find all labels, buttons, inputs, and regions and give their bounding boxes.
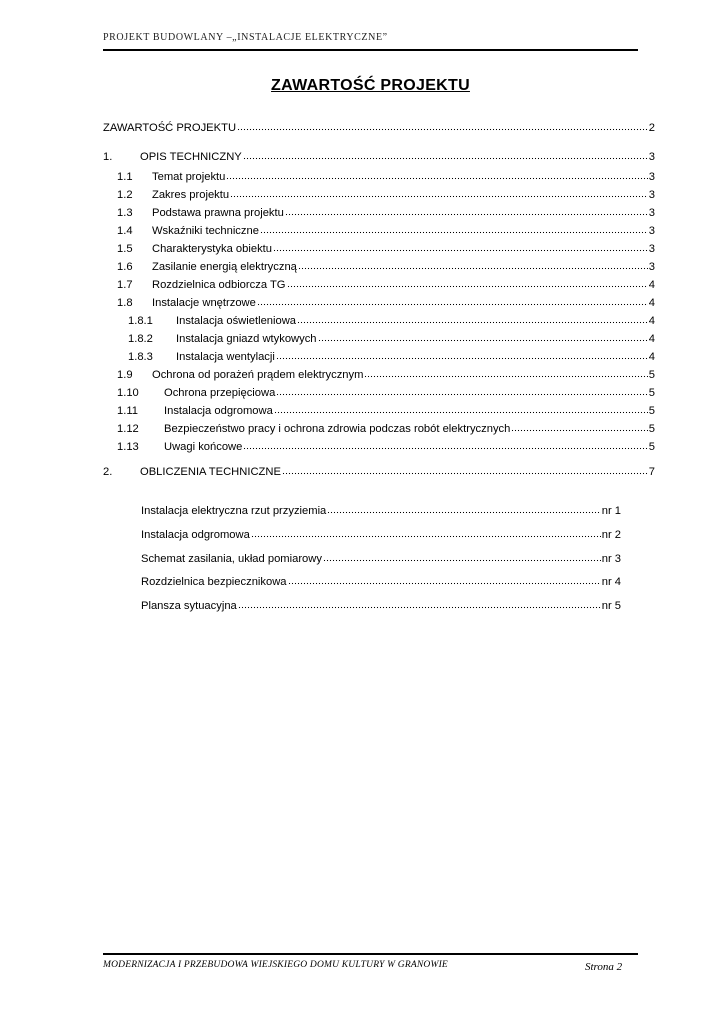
toc-entry: [117, 364, 655, 380]
toc-number: 1.7: [117, 279, 133, 291]
dot-leader: [251, 524, 601, 538]
toc-number: 1.1: [117, 171, 133, 183]
toc-entry: [128, 328, 655, 344]
toc-number: 1.9: [117, 369, 133, 381]
dot-leader: [243, 436, 647, 450]
dot-leader: [274, 400, 648, 414]
drawing-entry: [141, 595, 621, 611]
toc-entry: [117, 256, 655, 272]
page-header: PROJEKT BUDOWLANY –„INSTALACJE ELEKTRYCZNE”: [103, 32, 388, 43]
toc-entry: [103, 461, 655, 477]
toc-entry: [117, 400, 655, 416]
toc-entry: [117, 382, 655, 398]
toc-entry: [117, 166, 655, 182]
dot-leader: [257, 292, 648, 306]
toc-label: OBLICZENIA TECHNICZNE: [140, 466, 281, 478]
dot-leader: [287, 274, 648, 288]
toc-label: Ochrona od porażeń prądem elektrycznym: [152, 369, 364, 381]
toc-page: 5: [648, 423, 655, 435]
dot-leader: [238, 595, 601, 609]
toc-page: 4: [648, 351, 655, 363]
dot-leader: [318, 328, 648, 342]
toc-number: 1.10: [117, 387, 139, 399]
toc-label: Uwagi końcowe: [164, 441, 243, 453]
footer-divider: [103, 953, 638, 955]
dot-leader: [323, 548, 601, 562]
drawing-page: nr 1: [601, 505, 621, 517]
toc-entry: [117, 184, 655, 200]
toc-page: 2: [648, 122, 655, 134]
toc-page: 7: [648, 466, 655, 478]
toc-page: 3: [648, 207, 655, 219]
toc-number: 1.4: [117, 225, 133, 237]
toc-number: 1.6: [117, 261, 133, 273]
drawing-page: nr 4: [601, 576, 621, 588]
toc-number: 1.8.2: [128, 333, 153, 345]
toc-number: 1.3: [117, 207, 133, 219]
toc-page: 5: [648, 405, 655, 417]
dot-leader: [273, 238, 648, 252]
drawing-label: Instalacja odgromowa: [141, 529, 250, 541]
toc-number: 1.13: [117, 441, 139, 453]
drawing-label: Schemat zasilania, układ pomiarowy: [141, 553, 322, 565]
toc-page: 3: [648, 225, 655, 237]
toc-label: Zakres projektu: [152, 189, 230, 201]
dot-leader: [276, 382, 647, 396]
toc-label: OPIS TECHNICZNY: [140, 151, 242, 163]
drawing-entry: [141, 524, 621, 540]
toc-entry: [128, 310, 655, 326]
toc-page: 4: [648, 279, 655, 291]
toc-number: 1.: [103, 151, 113, 163]
toc-label: Ochrona przepięciowa: [164, 387, 276, 399]
toc-page: 4: [648, 297, 655, 309]
toc-number: 2.: [103, 466, 113, 478]
toc-label: Bezpieczeństwo pracy i ochrona zdrowia podczas robót elektrycznych: [164, 423, 511, 435]
toc-page: 3: [648, 189, 655, 201]
toc-page: 5: [648, 369, 655, 381]
drawing-page: nr 2: [601, 529, 621, 541]
dot-leader: [243, 146, 648, 160]
dot-leader: [226, 166, 647, 180]
drawing-page: nr 3: [601, 553, 621, 565]
drawing-page: nr 5: [601, 600, 621, 612]
dot-leader: [285, 202, 648, 216]
footer-project-name: MODERNIZACJA I PRZEBUDOWA WIEJSKIEGO DOMU KULTURY W GRANOWIE: [103, 960, 448, 970]
toc-page: 3: [648, 151, 655, 163]
toc-label: Temat projektu: [152, 171, 226, 183]
toc-label: Instalacje wnętrzowe: [152, 297, 256, 309]
toc-entry: [117, 274, 655, 290]
toc-entry: [117, 238, 655, 254]
dot-leader: [327, 500, 600, 514]
page-title: ZAWARTOŚĆ PROJEKTU: [271, 77, 470, 94]
toc-label: Podstawa prawna projektu: [152, 207, 284, 219]
drawing-label: Rozdzielnica bezpiecznikowa: [141, 576, 287, 588]
toc-entry: [117, 220, 655, 236]
toc-label: Rozdzielnica odbiorcza TG: [152, 279, 286, 291]
dot-leader: [511, 418, 647, 432]
toc-number: 1.8.3: [128, 351, 153, 363]
drawing-entry: [141, 500, 621, 516]
dot-leader: [260, 220, 648, 234]
footer-page-number: Strona 2: [585, 961, 623, 973]
toc-number: 1.2: [117, 189, 133, 201]
drawing-label: Plansza sytuacyjna: [141, 600, 237, 612]
toc-page: 3: [648, 243, 655, 255]
toc-entry: [117, 292, 655, 308]
toc-label: Instalacja oświetleniowa: [176, 315, 297, 327]
dot-leader: [282, 461, 648, 475]
toc-page: 3: [648, 171, 655, 183]
toc-label: Zasilanie energią elektryczną: [152, 261, 297, 273]
toc-number: 1.12: [117, 423, 139, 435]
toc-entry: [117, 202, 655, 218]
toc-entry: [103, 146, 655, 162]
toc-number: 1.5: [117, 243, 133, 255]
toc-entry: [117, 418, 655, 434]
toc-number: 1.8.1: [128, 315, 153, 327]
toc-label: Charakterystyka obiektu: [152, 243, 273, 255]
toc-entry: [103, 117, 655, 133]
toc-number: 1.8: [117, 297, 133, 309]
toc-label: Wskaźniki techniczne: [152, 225, 259, 237]
toc-page: 4: [648, 315, 655, 327]
dot-leader: [230, 184, 648, 198]
drawing-entry: [141, 571, 621, 587]
toc-number: 1.11: [117, 405, 138, 417]
dot-leader: [297, 310, 648, 324]
toc-page: 4: [648, 333, 655, 345]
dot-leader: [237, 117, 648, 131]
drawing-label: Instalacja elektryczna rzut przyziemia: [141, 505, 327, 517]
dot-leader: [364, 364, 647, 378]
dot-leader: [298, 256, 648, 270]
toc-page: 5: [648, 441, 655, 453]
dot-leader: [288, 571, 601, 585]
toc-page: 3: [648, 261, 655, 273]
toc-label: Instalacja wentylacji: [176, 351, 275, 363]
toc-entry: [128, 346, 655, 362]
drawing-entry: [141, 548, 621, 564]
toc-entry: [117, 436, 655, 452]
toc-label: ZAWARTOŚĆ PROJEKTU: [103, 122, 237, 134]
toc-label: Instalacja gniazd wtykowych: [176, 333, 317, 345]
dot-leader: [276, 346, 648, 360]
toc-page: 5: [648, 387, 655, 399]
toc-label: Instalacja odgromowa: [164, 405, 273, 417]
